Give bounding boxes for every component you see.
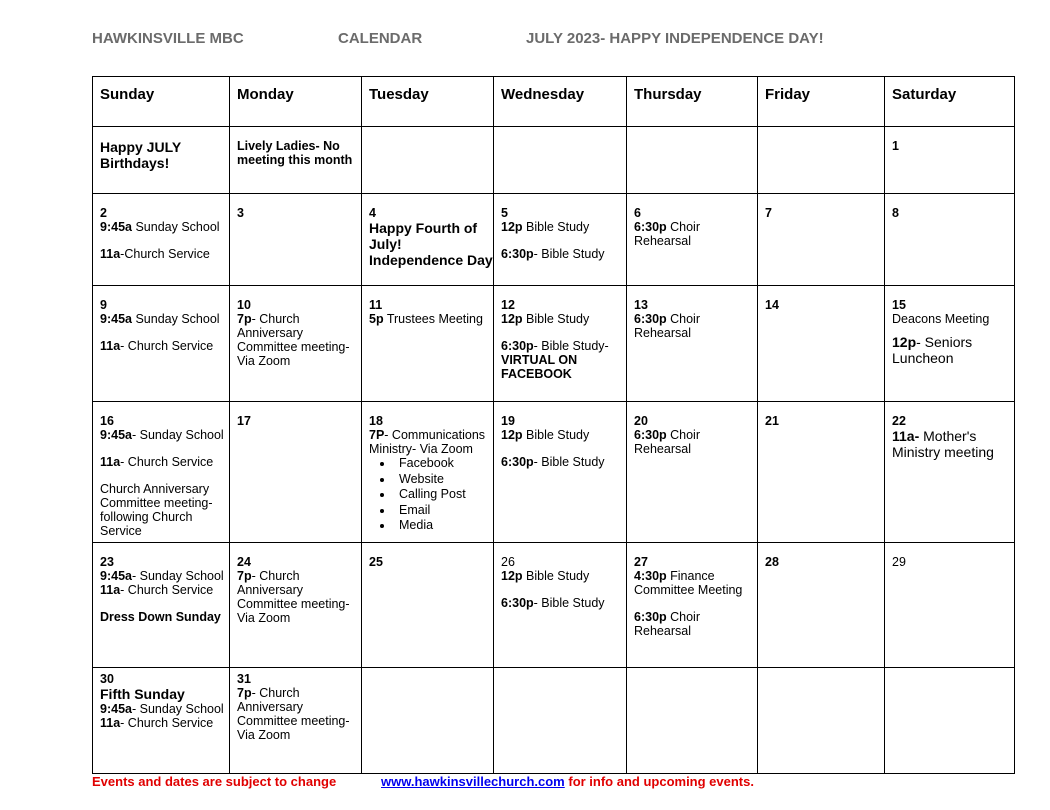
event-label: - Bible Study- bbox=[533, 339, 609, 353]
weekday-sunday: Sunday bbox=[93, 77, 230, 127]
cell-day-25 bbox=[362, 543, 494, 668]
event-time: 11a- bbox=[892, 428, 920, 444]
event-time: 12p bbox=[501, 220, 523, 234]
cell-empty bbox=[758, 668, 885, 774]
cell-empty bbox=[627, 127, 758, 194]
cell-day-16 bbox=[93, 402, 230, 543]
week-row bbox=[93, 194, 1015, 286]
cell-day-10 bbox=[230, 286, 362, 402]
day-number: 3 bbox=[237, 206, 244, 220]
event-label: - Church Service bbox=[120, 583, 214, 597]
cell-day-18 bbox=[362, 402, 494, 543]
day-number: 2 bbox=[100, 206, 107, 220]
cell-day-21 bbox=[758, 402, 885, 543]
day-number: 30 bbox=[100, 672, 114, 686]
week-row bbox=[93, 543, 1015, 668]
cell-day-28 bbox=[758, 543, 885, 668]
event-label: - Church Service bbox=[120, 716, 214, 730]
event-label: Rehearsal bbox=[634, 442, 691, 456]
week-row bbox=[93, 402, 1015, 543]
website-link[interactable]: www.hawkinsvillechurch.com bbox=[381, 774, 565, 789]
event-time: 4:30p bbox=[634, 569, 667, 583]
event-label: - Church bbox=[251, 312, 300, 326]
day-number: 17 bbox=[237, 414, 251, 428]
holiday-line-1: Happy Fourth of bbox=[369, 220, 478, 236]
event-label: Bible Study bbox=[522, 428, 590, 442]
event-label: Sunday School bbox=[131, 312, 220, 326]
event-label: Anniversary bbox=[237, 326, 303, 340]
cell-day-7 bbox=[758, 194, 885, 286]
day-number: 7 bbox=[765, 206, 772, 220]
event-time: 7P bbox=[369, 428, 385, 442]
list-item: • Website bbox=[394, 472, 487, 488]
event-label: - Church bbox=[251, 569, 300, 583]
day-number: 11 bbox=[369, 298, 383, 312]
org-name: HAWKINSVILLE MBC bbox=[92, 30, 244, 47]
event-time: 6:30p bbox=[634, 610, 667, 624]
event-label: - Church Service bbox=[120, 339, 214, 353]
event-label: Anniversary bbox=[237, 700, 303, 714]
day-number: 9 bbox=[100, 298, 107, 312]
day-number: 5 bbox=[501, 206, 508, 220]
cell-day-17 bbox=[230, 402, 362, 543]
event-time: 6:30p bbox=[501, 339, 534, 353]
day-number: 22 bbox=[892, 414, 906, 428]
event-label: Committee Meeting bbox=[634, 583, 743, 597]
cell-day-20 bbox=[627, 402, 758, 543]
day-number: 10 bbox=[237, 298, 251, 312]
event-time: 5p bbox=[369, 312, 384, 326]
event-label: Bible Study bbox=[522, 569, 590, 583]
event-label: Committee meeting- bbox=[237, 340, 350, 354]
event-label: - Sunday School bbox=[131, 569, 224, 583]
cell-day-1 bbox=[885, 127, 1015, 194]
event-time: 9:45a bbox=[100, 428, 132, 442]
event-label: - Sunday School bbox=[131, 428, 224, 442]
event-label: -Church Service bbox=[120, 247, 210, 261]
event-label: - Bible Study bbox=[533, 455, 605, 469]
week-row bbox=[93, 127, 1015, 194]
event-label: - Communications bbox=[384, 428, 486, 442]
event-label: Via Zoom bbox=[237, 354, 291, 368]
day-number: 14 bbox=[765, 298, 779, 312]
day-number: 1 bbox=[892, 139, 899, 153]
event-time: 6:30p bbox=[501, 247, 534, 261]
event-label: Rehearsal bbox=[634, 234, 691, 248]
event-time: 11a bbox=[100, 455, 121, 469]
event-time: 9:45a bbox=[100, 220, 132, 234]
event-label: Choir bbox=[666, 312, 700, 326]
cell-day-13 bbox=[627, 286, 758, 402]
cell-empty bbox=[362, 127, 494, 194]
list-item: • Facebook bbox=[394, 456, 487, 472]
calendar-table bbox=[92, 76, 1015, 774]
day-number: 31 bbox=[237, 672, 251, 686]
event-label: Ministry meeting bbox=[892, 444, 994, 460]
cell-empty bbox=[494, 127, 627, 194]
event-label: - Seniors bbox=[916, 334, 973, 350]
day-number: 29 bbox=[892, 555, 906, 569]
day-number: 23 bbox=[100, 555, 114, 569]
day-number: 28 bbox=[765, 555, 779, 569]
document-title: CALENDAR bbox=[338, 30, 423, 47]
cell-day-14 bbox=[758, 286, 885, 402]
day-number: 15 bbox=[892, 298, 906, 312]
event-label: following Church bbox=[100, 510, 193, 524]
event-label: - Bible Study bbox=[533, 247, 605, 261]
cell-day-8 bbox=[885, 194, 1015, 286]
weekday-monday: Monday bbox=[230, 77, 362, 127]
weekday-friday: Friday bbox=[758, 77, 885, 127]
event-label: Anniversary bbox=[237, 583, 303, 597]
month-title: JULY 2023- HAPPY INDEPENDENCE DAY! bbox=[526, 30, 824, 47]
event-time: 6:30p bbox=[501, 455, 534, 469]
event-time: 6:30p bbox=[634, 312, 667, 326]
week-row bbox=[93, 668, 1015, 774]
cell-day-12 bbox=[494, 286, 627, 402]
event-label: Service bbox=[100, 524, 142, 538]
event-time: 9:45a bbox=[100, 702, 132, 716]
event-label: Bible Study bbox=[522, 312, 590, 326]
cell-empty bbox=[627, 668, 758, 774]
event-label: - Sunday School bbox=[131, 702, 224, 716]
event-time: 12p bbox=[501, 428, 523, 442]
weekday-wednesday: Wednesday bbox=[494, 77, 627, 127]
week-row bbox=[93, 286, 1015, 402]
event-time: 12p bbox=[892, 334, 917, 350]
event-label: Trustees Meeting bbox=[383, 312, 483, 326]
cell-day-4 bbox=[362, 194, 494, 286]
holiday-line-2: July! bbox=[369, 236, 402, 252]
day-number: 27 bbox=[634, 555, 648, 569]
cell-day-23 bbox=[93, 543, 230, 668]
fifth-sunday-label: Fifth Sunday bbox=[100, 686, 185, 702]
day-number: 25 bbox=[369, 555, 383, 569]
cell-day-31 bbox=[230, 668, 362, 774]
event-label: Rehearsal bbox=[634, 326, 691, 340]
event-label: - Bible Study bbox=[533, 596, 605, 610]
event-label: Finance bbox=[666, 569, 715, 583]
cell-lively-ladies bbox=[230, 127, 362, 194]
event-time: 11a bbox=[100, 247, 121, 261]
event-label: Dress Down Sunday bbox=[100, 610, 221, 624]
event-time: 11a bbox=[100, 339, 121, 353]
cell-empty bbox=[758, 127, 885, 194]
day-number: 8 bbox=[892, 206, 899, 220]
day-number: 4 bbox=[369, 206, 376, 220]
event-time: 6:30p bbox=[501, 596, 534, 610]
weekday-header-row bbox=[93, 77, 1015, 127]
cell-day-2 bbox=[93, 194, 230, 286]
event-time: 7p bbox=[237, 686, 252, 700]
day-number: 12 bbox=[501, 298, 515, 312]
day-number: 26 bbox=[501, 555, 515, 569]
cell-day-30 bbox=[93, 668, 230, 774]
footer-info bbox=[381, 774, 754, 789]
cell-day-6 bbox=[627, 194, 758, 286]
cell-empty bbox=[885, 668, 1015, 774]
list-item: • Email bbox=[394, 503, 487, 519]
cell-day-9 bbox=[93, 286, 230, 402]
event-time: 6:30p bbox=[634, 428, 667, 442]
birthdays-line-2: Birthdays! bbox=[100, 155, 170, 171]
event-label: Rehearsal bbox=[634, 624, 691, 638]
event-label: Church Anniversary bbox=[100, 482, 210, 496]
event-label: Mother's bbox=[919, 428, 977, 444]
cell-birthdays bbox=[93, 127, 230, 194]
event-label: Choir bbox=[666, 610, 700, 624]
event-time: 9:45a bbox=[100, 569, 132, 583]
event-label: Bible Study bbox=[522, 220, 590, 234]
day-number: 19 bbox=[501, 414, 515, 428]
cell-empty bbox=[362, 668, 494, 774]
cell-day-29 bbox=[885, 543, 1015, 668]
event-time: 12p bbox=[501, 312, 523, 326]
cell-day-15 bbox=[885, 286, 1015, 402]
list-item: • Calling Post bbox=[394, 487, 487, 503]
event-label: Ministry- Via Zoom bbox=[369, 442, 473, 456]
day-number: 24 bbox=[237, 555, 251, 569]
event-label: Luncheon bbox=[892, 350, 954, 366]
event-label: - Church Service bbox=[120, 455, 214, 469]
lively-line-1: Lively Ladies- No bbox=[237, 139, 340, 153]
event-label: Committee meeting- bbox=[237, 597, 350, 611]
virtual-note: FACEBOOK bbox=[501, 367, 572, 381]
event-time: 11a bbox=[100, 716, 121, 730]
cell-day-27 bbox=[627, 543, 758, 668]
cell-day-3 bbox=[230, 194, 362, 286]
cell-day-22 bbox=[885, 402, 1015, 543]
weekday-tuesday: Tuesday bbox=[362, 77, 494, 127]
event-label: Committee meeting- bbox=[237, 714, 350, 728]
footer-info-text: for info and upcoming events. bbox=[564, 774, 754, 789]
cell-day-5 bbox=[494, 194, 627, 286]
day-number: 18 bbox=[369, 414, 383, 428]
event-time: 11a bbox=[100, 583, 121, 597]
event-label: Sunday School bbox=[131, 220, 220, 234]
event-label: - Church bbox=[251, 686, 300, 700]
holiday-line-3: Independence Day bbox=[369, 252, 493, 268]
birthdays-line-1: Happy JULY bbox=[100, 139, 182, 155]
event-time: 6:30p bbox=[634, 220, 667, 234]
day-number: 6 bbox=[634, 206, 641, 220]
cell-empty bbox=[494, 668, 627, 774]
cell-day-19 bbox=[494, 402, 627, 543]
event-time: 12p bbox=[501, 569, 523, 583]
communications-list bbox=[369, 456, 487, 534]
event-label: Via Zoom bbox=[237, 728, 291, 742]
event-time: 7p bbox=[237, 312, 252, 326]
change-notice: Events and dates are subject to change bbox=[92, 774, 337, 789]
event-label: Via Zoom bbox=[237, 611, 291, 625]
event-label: Choir bbox=[666, 220, 700, 234]
event-time: 7p bbox=[237, 569, 252, 583]
weekday-saturday: Saturday bbox=[885, 77, 1015, 127]
day-number: 21 bbox=[765, 414, 779, 428]
cell-day-24 bbox=[230, 543, 362, 668]
event-label: Deacons Meeting bbox=[892, 312, 990, 326]
event-time: 9:45a bbox=[100, 312, 132, 326]
weekday-thursday: Thursday bbox=[627, 77, 758, 127]
virtual-note: VIRTUAL ON bbox=[501, 353, 578, 367]
event-label: Choir bbox=[666, 428, 700, 442]
day-number: 16 bbox=[100, 414, 114, 428]
event-label: Committee meeting- bbox=[100, 496, 213, 510]
list-item: • Media bbox=[394, 518, 487, 534]
day-number: 20 bbox=[634, 414, 648, 428]
day-number: 13 bbox=[634, 298, 648, 312]
cell-day-11 bbox=[362, 286, 494, 402]
cell-day-26 bbox=[494, 543, 627, 668]
lively-line-2: meeting this month bbox=[237, 153, 353, 167]
